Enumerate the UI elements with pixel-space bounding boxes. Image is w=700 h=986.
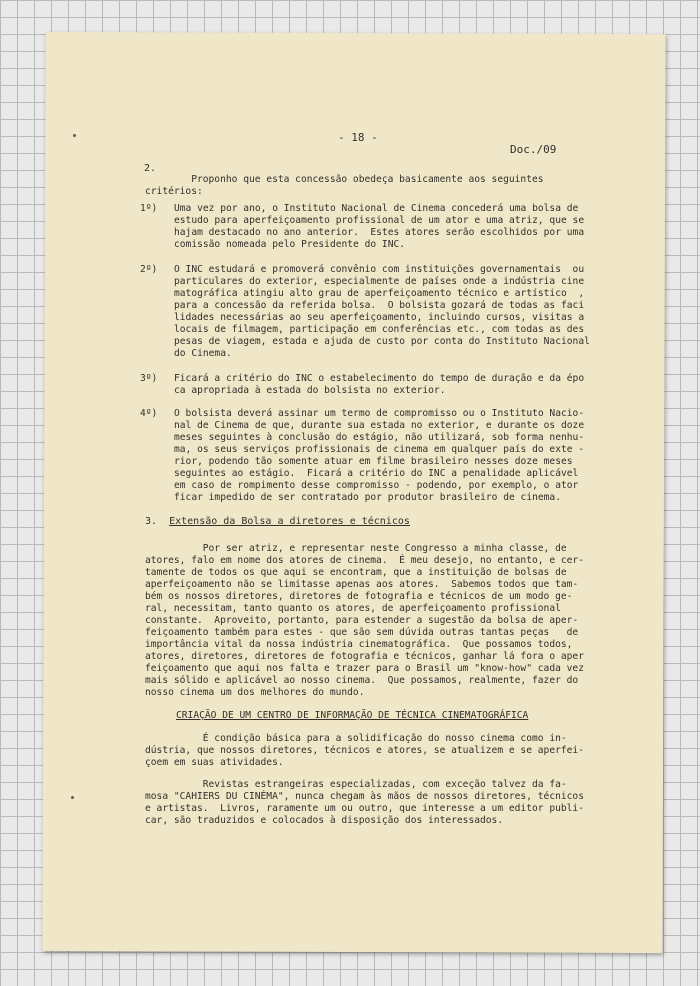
item-number: 2º) — [140, 264, 158, 275]
item-line: particulares do exterior, especialmente de países onde a indústria cine — [174, 276, 585, 287]
section-4-line: dústria, que nossos diretores, técnicos e atores, se atualizem e se aperfei- — [145, 745, 584, 756]
item-number: 1º) — [140, 203, 158, 214]
intro-line: Proponho que esta concessão obedeça basicamente aos seguintes — [145, 174, 544, 185]
section-3-line: ral, necessitam, tanto quanto os atores, de aperfeiçoamento profissional — [145, 603, 561, 614]
item-line: meses seguintes à conclusão do estágio, não utilizará, sob forma nenhu- — [174, 432, 585, 443]
page-number: - 18 - — [338, 131, 378, 144]
section-marker: 2. — [144, 163, 157, 174]
section-4-line: çoem em suas atividades. — [145, 757, 284, 768]
punch-mark-bottom — [71, 796, 74, 799]
section-4-title: CRIAÇÃO DE UM CENTRO DE INFORMAÇÃO DE TÉCNICA CINEMATOGRÁFICA — [176, 710, 529, 721]
section-3-number: 3. — [145, 516, 158, 527]
intro-line: critérios: — [145, 186, 203, 197]
item-line: O bolsista deverá assinar um termo de compromisso ou o Instituto Nacio- — [174, 408, 585, 419]
section-3-line: mais sólido e aplicável ao nosso cinema. Que possamos, realmente, fazer do — [145, 675, 579, 686]
document-reference: Doc./09 — [510, 143, 557, 156]
item-line: estudo para aperfeiçoamento profissional de um ator e uma atriz, que se — [174, 215, 585, 226]
item-line: para a concessão da referida bolsa. O bolsista gozará de todas as faci — [174, 300, 585, 311]
item-line: hajam destacado no ano anterior. Estes atores serão escolhidos por uma — [174, 227, 585, 238]
item-line: matográfica atingiu alto grau de aperfeiçoamento técnico e artístico , — [174, 288, 585, 299]
item-line: lidades necessárias ao seu aperfeiçoamento, incluindo cursos, visitas a — [174, 312, 585, 323]
section-3-line: importância vital da nossa indústria cinematográfica. Que possamos todos, — [145, 639, 573, 650]
item-line: Uma vez por ano, o Instituto Nacional de Cinema concederá uma bolsa de — [174, 203, 579, 214]
item-line: Ficará a critério do INC o estabelecimento do tempo de duração e da épo — [174, 373, 585, 384]
item-line: em caso de rompimento desse compromisso - podendo, por exemplo, o ator — [174, 480, 579, 491]
section-3-title: Extensão da Bolsa a diretores e técnicos — [169, 516, 410, 527]
section-3-line: atores, falo em nome dos atores de cinema. É meu desejo, no entanto, e cer- — [145, 555, 584, 566]
item-line: comissão nomeada pelo Presidente do INC. — [174, 239, 406, 250]
item-line: ca apropriada à estada do bolsista no exterior. — [174, 385, 446, 396]
section-3-heading — [145, 516, 410, 527]
item-line: locais de filmagem, participação em conferências etc., com todas as des — [174, 324, 585, 335]
section-4-line: car, são traduzidos e colocados à disposição dos interessados. — [145, 815, 504, 826]
item-line: seguintes ao estágio. Ficará a critério do INC a penalidade aplicável — [174, 468, 579, 479]
section-3-line: feiçoamento também para estes - que são sem dúvida outras tantas peças de — [145, 627, 579, 638]
item-line: nal de Cinema de que, durante sua estada no exterior, e durante os doze — [174, 420, 585, 431]
item-number: 4º) — [140, 408, 158, 419]
section-3-line: feiçoamento que aqui nos falta e trazer para o Brasil um "know-how" cada vez — [145, 663, 584, 674]
section-4-line: Revistas estrangeiras especializadas, com exceção talvez da fa- — [145, 779, 567, 790]
item-line: pesas de viagem, estada e ajuda de custo por conta do Instituto Nacional — [174, 336, 590, 347]
section-4-line: É condição básica para a solidificação do nosso cinema como in- — [145, 733, 567, 744]
section-3-line: constante. Aproveito, portanto, para estender a sugestão da bolsa de aper- — [145, 615, 579, 626]
item-line: rior, podendo tão somente atuar em filme brasileiro nesses doze meses — [174, 456, 573, 467]
section-4-line: mosa "CAHIERS DU CINÉMA", nunca chegam às mãos de nossos diretores, técnicos — [145, 791, 584, 802]
section-3-line: tamente de todos os que aqui se encontram, que a instituição de bolsas de — [145, 567, 567, 578]
section-3-line: bém os nossos diretores, diretores de fotografia e técnicos de um modo ge- — [145, 591, 573, 602]
item-line: O INC estudará e promoverá convênio com instituições governamentais ou — [174, 264, 585, 275]
item-line: ma, os seus serviços profissionais de cinema em qualquer país do exte - — [174, 444, 585, 455]
item-line: ficar impedido de ser contratado por produtor brasileiro de cinema. — [174, 492, 561, 503]
punch-mark-top — [73, 134, 76, 137]
section-3-line: Por ser atriz, e representar neste Congresso a minha classe, de — [145, 543, 567, 554]
item-number: 3º) — [140, 373, 158, 384]
section-4-line: e artistas. Livros, raramente um ou outro, que interesse a um editor publi- — [145, 803, 584, 814]
section-3-line: atores, diretores, diretores de fotografia e técnicos, ganhar lá fora o aper — [145, 651, 584, 662]
section-3-line: aperfeiçoamento não se limitasse apenas aos atores. Sabemos todos que tam- — [145, 579, 579, 590]
section-3-line: nosso cinema um dos melhores do mundo. — [145, 687, 365, 698]
item-line: do Cinema. — [174, 348, 232, 359]
